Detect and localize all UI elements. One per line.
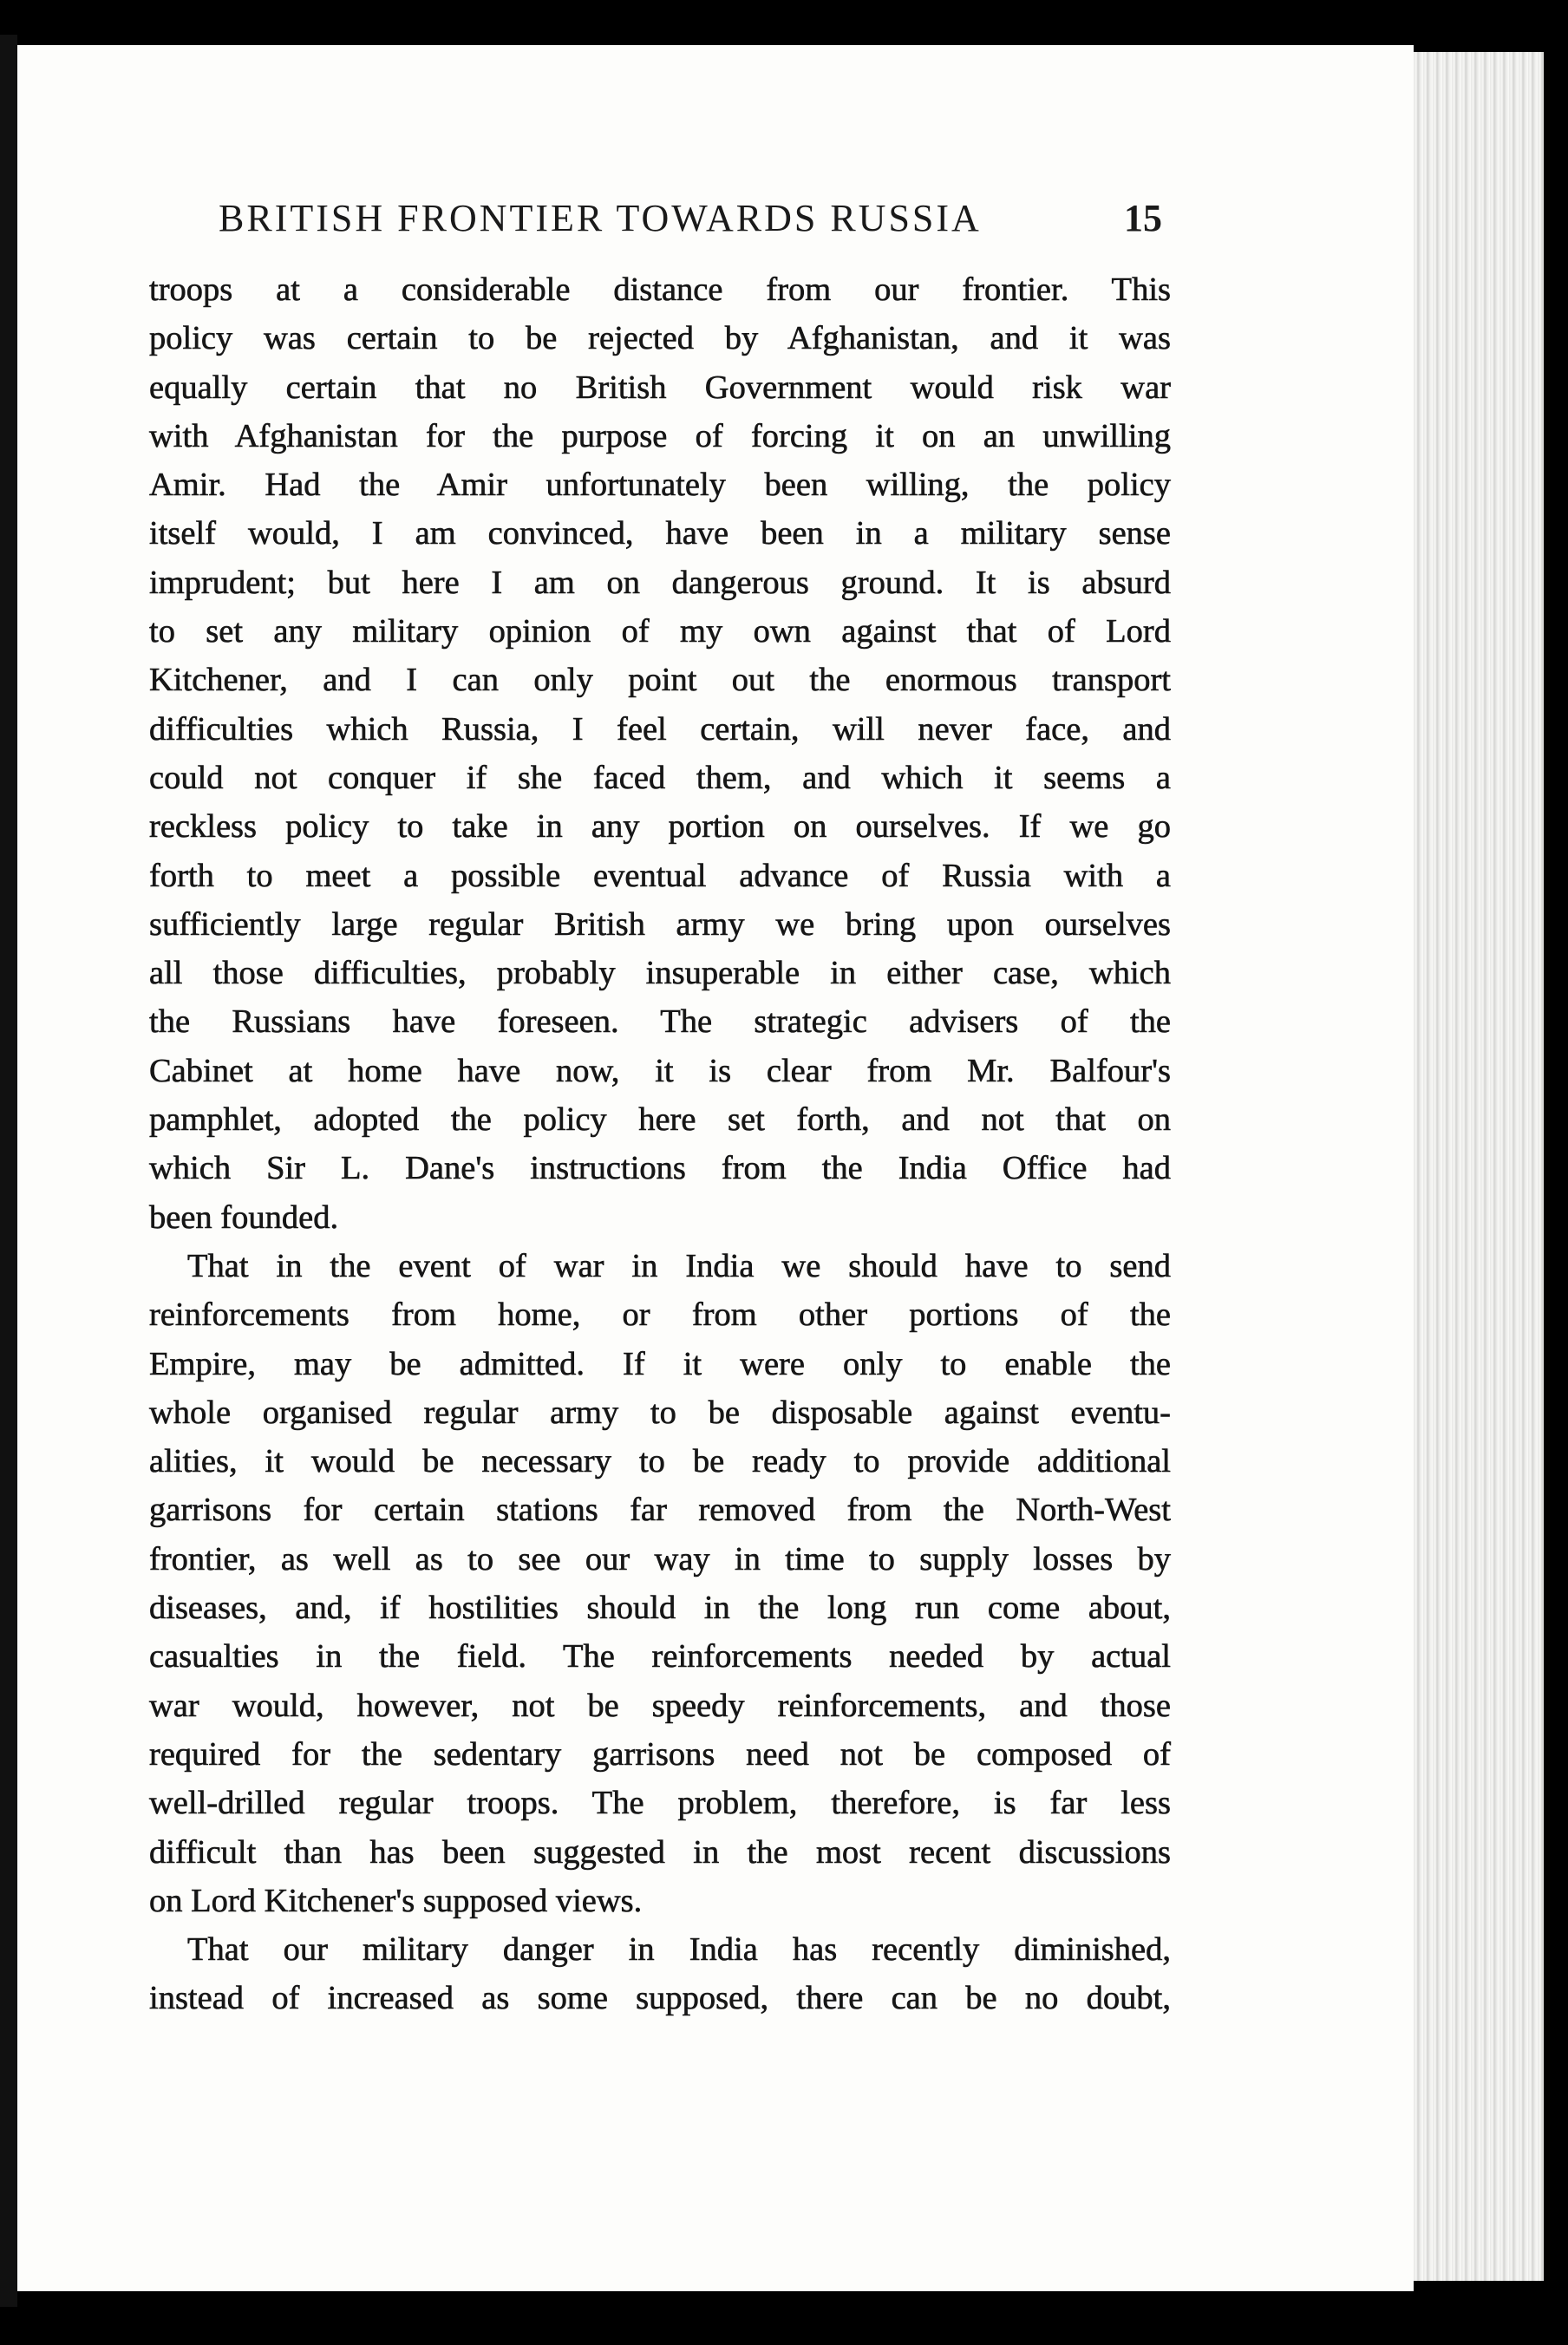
text-line: troops at a considerable distance from our frontier. This [149,271,1171,308]
text-line: diseases, and, if hostilities should in the long run come about, [149,1590,1171,1627]
body-text [149,265,1171,2023]
text-line: reinforcements from home, or from other portions of the [149,1297,1171,1334]
text-line: That in the event of war in India we should have to send [187,1247,1171,1284]
paragraph-2 [149,1242,1171,1925]
text-line: alities, it would be necessary to be ready to provide additional [149,1443,1171,1480]
text-line: imprudent; but here I am on dangerous ground. It is absurd [149,564,1171,601]
text-line: on Lord Kitchener's supposed views. [149,1882,643,1919]
text-line: whole organised regular army to be disposable against eventu- [149,1394,1171,1431]
text-line: garrisons for certain stations far removed from the North-West [149,1492,1171,1529]
text-line: casualties in the field. The reinforcements needed by actual [149,1638,1171,1675]
text-line: frontier, as well as to see our way in time to supply losses by [149,1540,1171,1577]
text-line: itself would, I am convinced, have been in a military sense [149,515,1171,552]
page-edges [1414,52,1544,2281]
text-line: which Sir L. Dane's instructions from the India Office had [149,1150,1171,1187]
text-line: Amir. Had the Amir unfortunately been willing, the policy [149,467,1171,504]
text-line: with Afghanistan for the purpose of forcing it on an unwilling [149,417,1171,454]
text-line: to set any military opinion of my own against that of Lord [149,613,1171,650]
book-spine-shadow [0,35,17,2307]
text-line: required for the sedentary garrisons need not be composed of [149,1735,1171,1773]
text-line: sufficiently large regular British army we bring upon ourselves [149,905,1171,943]
text-line: all those difficulties, probably insuperable in either case, which [149,955,1171,992]
text-line: equally certain that no British Government would risk war [149,369,1171,406]
text-line: could not conquer if she faced them, and which it seems a [149,759,1171,796]
text-line: been founded. [149,1199,339,1236]
text-line: Empire, may be admitted. If it were only to enable the [149,1345,1171,1382]
text-line: the Russians have foreseen. The strategic advisers of the [149,1003,1171,1041]
text-line: Cabinet at home have now, it is clear from Mr. Balfour's [149,1052,1171,1089]
paragraph-3 [149,1925,1171,2023]
text-line: war would, however, not be speedy reinforcements, and those [149,1687,1171,1724]
text-line: well-drilled regular troops. The problem, therefore, is far less [149,1785,1171,1822]
text-line: Kitchener, and I can only point out the enormous transport [149,662,1171,699]
text-line: forth to meet a possible eventual advance of Russia with a [149,857,1171,894]
paragraph-1 [149,265,1171,1242]
page-number: 15 [1124,197,1162,239]
text-line: policy was certain to be rejected by Afghanistan, and it was [149,320,1171,357]
text-line: That our military danger in India has recently diminished, [187,1931,1171,1969]
text-line: reckless policy to take in any portion on ourselves. If we go [149,808,1171,846]
text-line: difficult than has been suggested in the most recent discussions [149,1833,1171,1871]
text-line: pamphlet, adopted the policy here set forth, and not that on [149,1101,1171,1139]
running-head-title: BRITISH FRONTIER TOWARDS RUSSIA [219,197,982,239]
text-line: instead of increased as some supposed, there can be no doubt, [149,1980,1171,2017]
text-line: difficulties which Russia, I feel certain, will never face, and [149,710,1171,748]
